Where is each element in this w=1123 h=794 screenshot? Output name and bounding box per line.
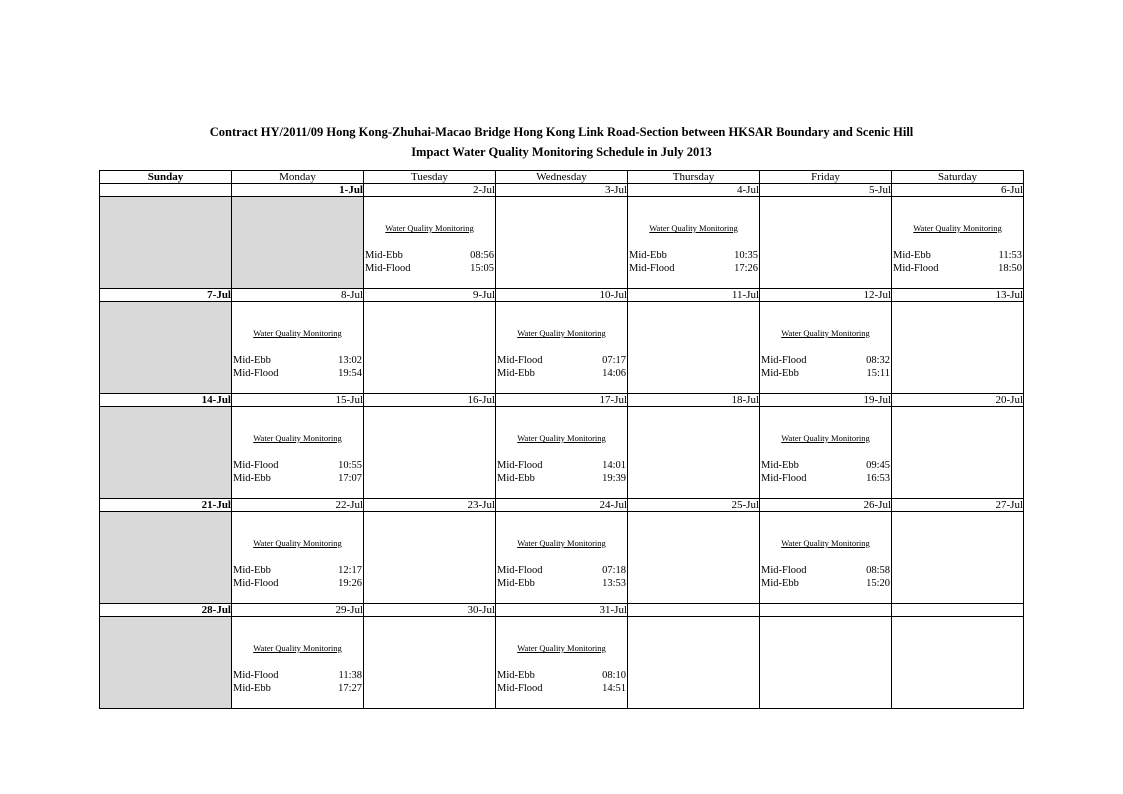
day-cell: [364, 302, 496, 394]
day-cell: [892, 407, 1024, 499]
tide-time: 18:50: [998, 263, 1022, 274]
date-label: 16-Jul: [364, 394, 496, 407]
tide-entry: [761, 459, 890, 472]
tide-time: 08:56: [470, 250, 494, 261]
date-label: 30-Jul: [364, 604, 496, 617]
monitoring-label: Water Quality Monitoring: [253, 433, 342, 443]
date-label: 15-Jul: [232, 394, 364, 407]
week-body-row: [100, 512, 1024, 604]
monitoring-calendar: [99, 170, 1024, 709]
tide-time: 10:55: [338, 460, 362, 471]
tide-time: 09:45: [866, 460, 890, 471]
calendar-body: [100, 184, 1024, 709]
day-cell: [100, 407, 232, 499]
tide-entry: [365, 262, 494, 275]
tide-entry: [233, 669, 362, 682]
monitoring-label: Water Quality Monitoring: [649, 223, 738, 233]
date-label: 23-Jul: [364, 499, 496, 512]
day-cell: [628, 617, 760, 709]
tide-name: Mid-Ebb: [893, 250, 931, 261]
tide-time: 19:39: [602, 473, 626, 484]
day-cell: [364, 407, 496, 499]
tide-time: 10:35: [734, 250, 758, 261]
day-cell: [232, 197, 364, 289]
tide-time: 11:53: [998, 250, 1022, 261]
tide-entry: [233, 577, 362, 590]
tide-name: Mid-Flood: [233, 368, 279, 379]
weekday-header: Sunday: [100, 171, 232, 184]
date-label: 19-Jul: [760, 394, 892, 407]
day-cell: [496, 617, 628, 709]
day-cell: [760, 197, 892, 289]
day-cell: [364, 512, 496, 604]
day-cell: [496, 197, 628, 289]
tide-time: 15:05: [470, 263, 494, 274]
title-line-1: Contract HY/2011/09 Hong Kong-Zhuhai-Macao Bridge Hong Kong Link Road-Section between HKSAR Boundary and Scenic Hill: [209, 125, 914, 139]
tide-time: 08:32: [866, 355, 890, 366]
date-label: 17-Jul: [496, 394, 628, 407]
tide-name: Mid-Flood: [761, 565, 807, 576]
date-label: 24-Jul: [496, 499, 628, 512]
title-line-2: Impact Water Quality Monitoring Schedule in July 2013: [411, 145, 712, 159]
tide-entry: [497, 577, 626, 590]
tide-time: 17:27: [338, 683, 362, 694]
date-label: [628, 604, 760, 617]
tide-name: Mid-Ebb: [761, 368, 799, 379]
tide-entry: [233, 682, 362, 695]
day-cell: [496, 407, 628, 499]
day-cell: [100, 617, 232, 709]
day-cell: [232, 302, 364, 394]
tide-time: 19:26: [338, 578, 362, 589]
weekday-header: Friday: [760, 171, 892, 184]
day-cell: [496, 512, 628, 604]
day-cell: [100, 512, 232, 604]
week-date-row: [100, 289, 1024, 302]
tide-entry: [497, 459, 626, 472]
date-label: 29-Jul: [232, 604, 364, 617]
day-cell: [232, 512, 364, 604]
tide-entry: [365, 249, 494, 262]
date-label: 4-Jul: [628, 184, 760, 197]
tide-time: 11:38: [338, 670, 362, 681]
tide-entry: [497, 472, 626, 485]
tide-time: 19:54: [338, 368, 362, 379]
weekday-header: Monday: [232, 171, 364, 184]
day-cell: [232, 407, 364, 499]
day-cell: [364, 617, 496, 709]
day-cell: [628, 407, 760, 499]
week-body-row: [100, 407, 1024, 499]
weekday-header: Thursday: [628, 171, 760, 184]
tide-name: Mid-Ebb: [233, 683, 271, 694]
date-label: 6-Jul: [892, 184, 1024, 197]
tide-entry: [629, 262, 758, 275]
day-cell: [628, 302, 760, 394]
tide-entry: [233, 459, 362, 472]
tide-time: 14:06: [602, 368, 626, 379]
date-label: 14-Jul: [100, 394, 232, 407]
tide-entry: [893, 249, 1022, 262]
day-cell: [364, 197, 496, 289]
monitoring-label: Water Quality Monitoring: [781, 328, 870, 338]
weekday-header: Wednesday: [496, 171, 628, 184]
day-cell: [760, 617, 892, 709]
day-cell: [100, 302, 232, 394]
document-title: [0, 122, 1123, 162]
tide-name: Mid-Ebb: [497, 473, 535, 484]
day-cell: [100, 197, 232, 289]
monitoring-label: Water Quality Monitoring: [385, 223, 474, 233]
date-label: 1-Jul: [232, 184, 364, 197]
date-label: 31-Jul: [496, 604, 628, 617]
tide-name: Mid-Flood: [497, 683, 543, 694]
monitoring-label: Water Quality Monitoring: [781, 433, 870, 443]
tide-time: 15:20: [866, 578, 890, 589]
tide-entry: [761, 564, 890, 577]
date-label: 18-Jul: [628, 394, 760, 407]
weekday-header: Tuesday: [364, 171, 496, 184]
day-cell: [892, 617, 1024, 709]
tide-time: 15:11: [866, 368, 890, 379]
date-label: [892, 604, 1024, 617]
tide-entry: [761, 354, 890, 367]
tide-name: Mid-Ebb: [629, 250, 667, 261]
tide-entry: [497, 354, 626, 367]
tide-time: 16:53: [866, 473, 890, 484]
tide-name: Mid-Flood: [629, 263, 675, 274]
week-date-row: [100, 604, 1024, 617]
date-label: [100, 184, 232, 197]
tide-entry: [761, 577, 890, 590]
tide-time: 13:02: [338, 355, 362, 366]
date-label: 5-Jul: [760, 184, 892, 197]
day-cell: [892, 512, 1024, 604]
tide-name: Mid-Flood: [893, 263, 939, 274]
monitoring-label: Water Quality Monitoring: [781, 538, 870, 548]
tide-entry: [497, 367, 626, 380]
monitoring-label: Water Quality Monitoring: [913, 223, 1002, 233]
date-label: 12-Jul: [760, 289, 892, 302]
week-body-row: [100, 197, 1024, 289]
week-date-row: [100, 499, 1024, 512]
tide-entry: [629, 249, 758, 262]
tide-name: Mid-Flood: [233, 578, 279, 589]
tide-time: 17:07: [338, 473, 362, 484]
monitoring-label: Water Quality Monitoring: [253, 328, 342, 338]
day-cell: [232, 617, 364, 709]
date-label: 7-Jul: [100, 289, 232, 302]
tide-time: 08:10: [602, 670, 626, 681]
date-label: 26-Jul: [760, 499, 892, 512]
monitoring-label: Water Quality Monitoring: [517, 433, 606, 443]
date-label: 9-Jul: [364, 289, 496, 302]
week-date-row: [100, 394, 1024, 407]
tide-name: Mid-Flood: [497, 460, 543, 471]
day-cell: [496, 302, 628, 394]
tide-name: Mid-Flood: [233, 670, 279, 681]
monitoring-label: Water Quality Monitoring: [517, 643, 606, 653]
day-cell: [628, 512, 760, 604]
tide-time: 13:53: [602, 578, 626, 589]
tide-time: 08:58: [866, 565, 890, 576]
tide-name: Mid-Flood: [365, 263, 411, 274]
day-cell: [892, 302, 1024, 394]
day-cell: [760, 407, 892, 499]
monitoring-label: Water Quality Monitoring: [253, 538, 342, 548]
week-date-row: [100, 184, 1024, 197]
tide-name: Mid-Ebb: [761, 460, 799, 471]
tide-name: Mid-Flood: [761, 355, 807, 366]
date-label: 25-Jul: [628, 499, 760, 512]
monitoring-label: Water Quality Monitoring: [253, 643, 342, 653]
tide-entry: [233, 472, 362, 485]
date-label: 21-Jul: [100, 499, 232, 512]
tide-entry: [233, 367, 362, 380]
tide-time: 17:26: [734, 263, 758, 274]
date-label: 20-Jul: [892, 394, 1024, 407]
date-label: 28-Jul: [100, 604, 232, 617]
tide-name: Mid-Ebb: [761, 578, 799, 589]
tide-name: Mid-Ebb: [233, 565, 271, 576]
tide-entry: [497, 669, 626, 682]
tide-name: Mid-Ebb: [497, 368, 535, 379]
date-label: 8-Jul: [232, 289, 364, 302]
date-label: 11-Jul: [628, 289, 760, 302]
tide-entry: [761, 472, 890, 485]
date-label: 2-Jul: [364, 184, 496, 197]
tide-name: Mid-Ebb: [497, 578, 535, 589]
tide-name: Mid-Ebb: [365, 250, 403, 261]
tide-time: 07:17: [602, 355, 626, 366]
tide-name: Mid-Ebb: [233, 355, 271, 366]
date-label: 22-Jul: [232, 499, 364, 512]
date-label: 3-Jul: [496, 184, 628, 197]
tide-name: Mid-Flood: [497, 565, 543, 576]
tide-entry: [893, 262, 1022, 275]
tide-name: Mid-Flood: [233, 460, 279, 471]
tide-time: 14:51: [602, 683, 626, 694]
tide-time: 14:01: [602, 460, 626, 471]
day-cell: [760, 512, 892, 604]
monitoring-label: Water Quality Monitoring: [517, 538, 606, 548]
weekday-header-row: [100, 171, 1024, 184]
tide-time: 12:17: [338, 565, 362, 576]
week-body-row: [100, 617, 1024, 709]
tide-entry: [233, 354, 362, 367]
date-label: 10-Jul: [496, 289, 628, 302]
tide-entry: [761, 367, 890, 380]
tide-name: Mid-Ebb: [497, 670, 535, 681]
monitoring-label: Water Quality Monitoring: [517, 328, 606, 338]
weekday-header: Saturday: [892, 171, 1024, 184]
day-cell: [892, 197, 1024, 289]
tide-name: Mid-Flood: [761, 473, 807, 484]
date-label: 27-Jul: [892, 499, 1024, 512]
day-cell: [760, 302, 892, 394]
tide-time: 07:18: [602, 565, 626, 576]
date-label: 13-Jul: [892, 289, 1024, 302]
tide-entry: [497, 682, 626, 695]
tide-entry: [233, 564, 362, 577]
tide-name: Mid-Flood: [497, 355, 543, 366]
date-label: [760, 604, 892, 617]
week-body-row: [100, 302, 1024, 394]
day-cell: [628, 197, 760, 289]
tide-name: Mid-Ebb: [233, 473, 271, 484]
tide-entry: [497, 564, 626, 577]
